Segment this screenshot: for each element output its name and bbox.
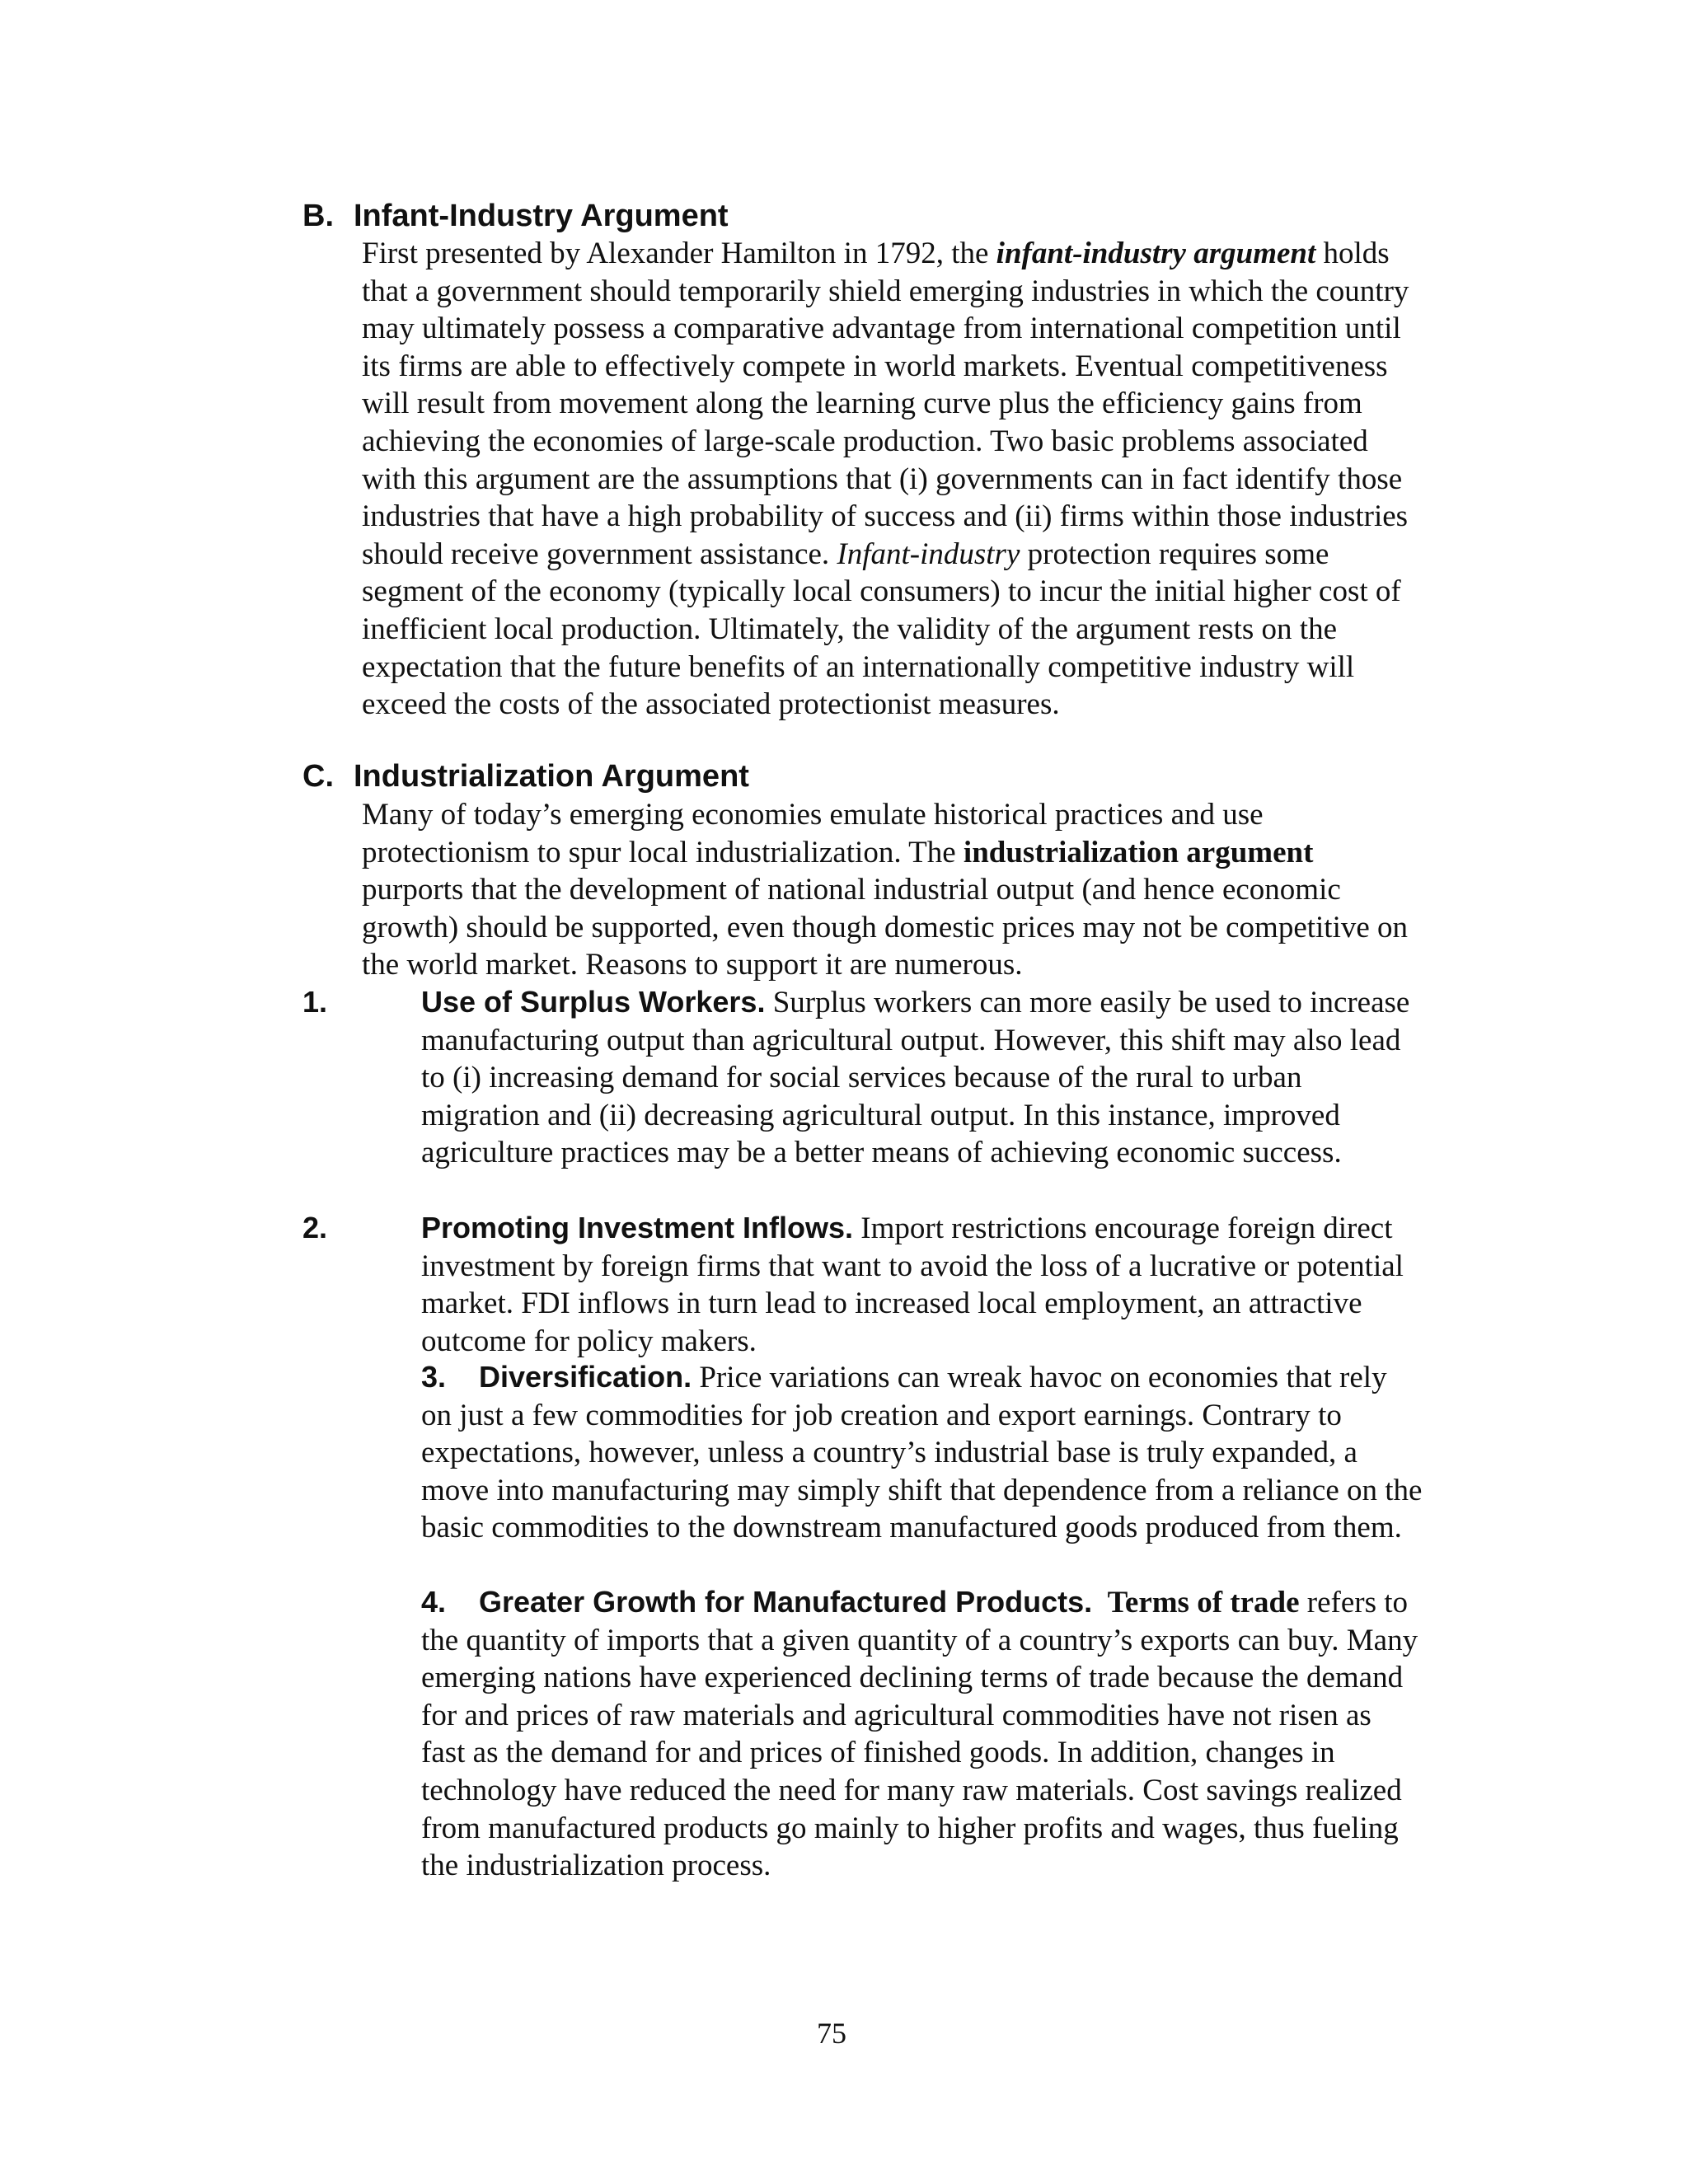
section-b-paragraph	[362, 235, 1421, 724]
section-c-letter: C.	[302, 759, 334, 794]
infant-industry-term-italic: Infant-industry	[837, 537, 1020, 571]
list-item-1	[302, 983, 1423, 1172]
section-b-heading	[302, 197, 729, 235]
section-b-title: Infant-Industry Argument	[354, 199, 729, 233]
section-c-text-2: purports that the development of national industrial output (and hence economic growth) should be supported, even though domestic prices may not be competitive on the world market. Reasons to support it are numerous.	[362, 873, 1409, 982]
section-c-text-1: Many of today’s emerging economies emulate historical practices and use protectionism to spur local industrialization. The	[362, 798, 1264, 869]
section-c-paragraph	[362, 796, 1421, 984]
item-3-title: Diversification.	[479, 1360, 692, 1394]
item-4-title: Greater Growth for Manufactured Products.	[479, 1585, 1093, 1619]
item-4-text: refers to the quantity of imports that a given quantity of a country’s exports can buy. Many emerging nations have experienced declining terms of trade because the demand for and prices of raw materials and agricultural commodities have not risen as fast as the demand for and prices of finished goods. In addition, changes in technology have reduced the need for many raw materials. Cost savings realized from manufactured products go mainly to higher profits and wages, thus fueling the industrialization process.	[421, 1586, 1418, 1883]
section-b-text-1: First presented by Alexander Hamilton in 1792, the	[362, 237, 996, 270]
item-3-number: 3.	[421, 1360, 447, 1394]
section-c-title: Industrialization Argument	[354, 759, 749, 794]
page-number: 75	[817, 2017, 846, 2050]
item-2-text: Import restrictions encourage foreign direct investment by foreign firms that want to avoid the loss of a lucrative or potential market. FDI inflows in turn lead to increased local employment, an attractive outcome for policy makers.	[421, 1212, 1404, 1358]
item-3-text: Price variations can wreak havoc on economies that rely on just a few commodities for job creation and export earnings. Contrary to expectations, however, unless a country’s industrial base is truly expanded, a move into manufacturing may simply shift that dependence from a reliance on the basic commodities to the downstream manufactured goods produced from them.	[421, 1361, 1423, 1545]
section-b-letter: B.	[302, 199, 334, 233]
item-2-number: 2.	[302, 1211, 328, 1244]
item-2-title: Promoting Investment Inflows.	[421, 1211, 854, 1244]
section-b-text-2: holds that a government should temporarily shield emerging industries in which the country may ultimately possess a comparative advantage from international competition until its firms are able to effectively compete in world markets. Eventual competitiveness will result from movement along the learning curve plus the efficiency gains from achieving the economies of large-scale production. Two basic problems associated with this argument are the assumptions that (i) governments can in fact identify those industries that have a high probability of success and (ii) firms within those industries should receive government assistance.	[362, 237, 1409, 571]
section-b-text-3: protection requires some segment of the economy (typically local consumers) to incur the initial higher cost of inefficient local production. Ultimately, the validity of the argument rests on the expectation that the future benefits of an internationally competitive industry will exceed the costs of the associated protectionist measures.	[362, 537, 1401, 722]
industrialization-term: industrialization argument	[963, 835, 1314, 869]
item-1-text: Surplus workers can more easily be used to increase manufacturing output than agricultural output. However, this shift may also lead to (i) increasing demand for social services because of the rural to urban migration and (ii) decreasing agricultural output. In this instance, improved agriculture practices may be a better means of achieving economic success.	[421, 986, 1410, 1170]
item-4-number: 4.	[421, 1585, 447, 1619]
section-c-heading	[302, 757, 749, 795]
item-1-number: 1.	[302, 985, 328, 1019]
item-1-title: Use of Surplus Workers.	[421, 985, 766, 1019]
terms-of-trade-term: Terms of trade	[1107, 1586, 1300, 1619]
infant-industry-term: infant-industry argument	[996, 237, 1316, 270]
list-item-4	[421, 1583, 1423, 1885]
list-item-2	[302, 1209, 1423, 1360]
list-item-3	[421, 1358, 1423, 1547]
